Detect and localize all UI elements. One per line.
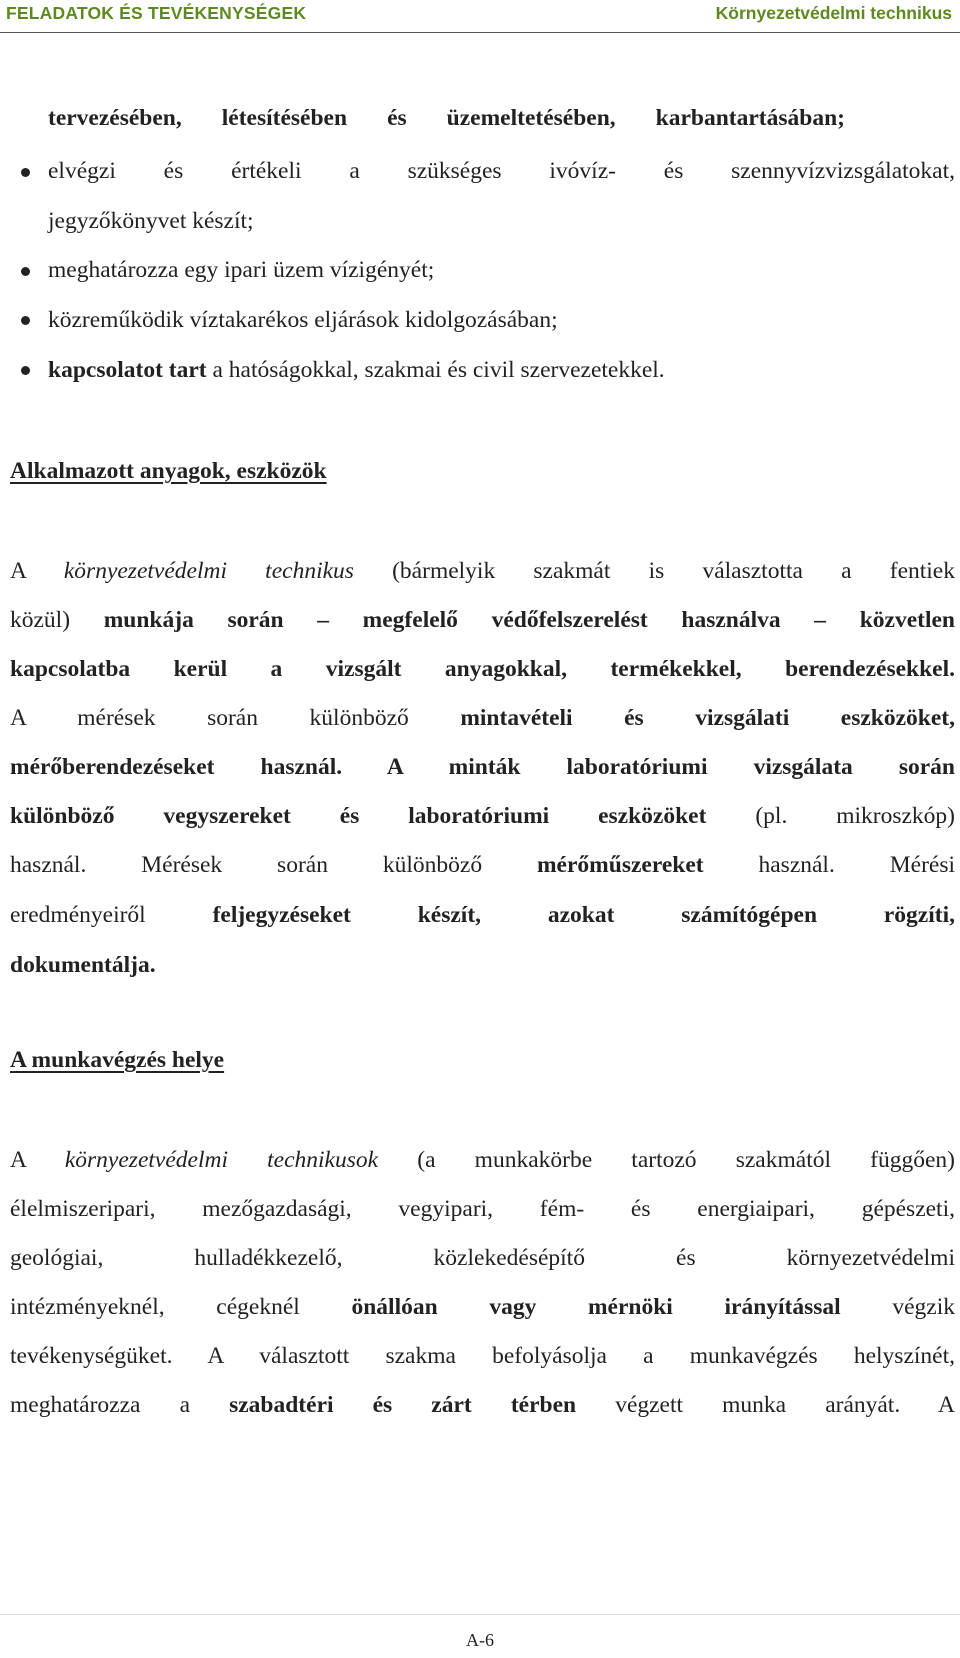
page-number: A-6 bbox=[466, 1630, 494, 1650]
list-continuation: tervezésében, létesítésében és üzemeltetésében, karbantartásában; bbox=[48, 105, 845, 131]
paragraph-line: eredményeiről feljegyzéseket készít, azokat számítógépen rögzíti, bbox=[10, 902, 955, 928]
section-heading-materials: Alkalmazott anyagok, eszközök bbox=[10, 458, 327, 484]
paragraph-line: geológiai, hulladékkezelő, közlekedésépítő és környezetvédelmi bbox=[10, 1245, 955, 1271]
paragraph-line: A környezetvédelmi technikus (bármelyik szakmát is választotta a fentiek bbox=[10, 558, 955, 584]
paragraph-line: A környezetvédelmi technikusok (a munkakörbe tartozó szakmától függően) bbox=[10, 1147, 955, 1173]
paragraph-line: meghatározza a szabadtéri és zárt térben végzett munka arányát. A bbox=[10, 1392, 955, 1418]
list-item-1-line-2: jegyzőkönyvet készít; bbox=[48, 208, 254, 234]
list-item-4: kapcsolatot tart a hatóságokkal, szakmai és civil szervezetekkel. bbox=[48, 357, 665, 383]
section-heading-workplace: A munkavégzés helye bbox=[10, 1047, 225, 1073]
header-document-title: Környezetvédelmi technikus bbox=[715, 3, 952, 23]
paragraph-line: élelmiszeripari, mezőgazdasági, vegyipari, fém- és energiaipari, gépészeti, bbox=[10, 1196, 955, 1222]
page-header bbox=[0, 0, 960, 33]
bullet-icon bbox=[21, 267, 30, 276]
list-item-2: meghatározza egy ipari üzem vízigényét; bbox=[48, 257, 435, 283]
bullet-icon bbox=[21, 316, 30, 325]
paragraph-line: kapcsolatba kerül a vizsgált anyagokkal, termékekkel, berendezésekkel. bbox=[10, 656, 955, 682]
bullet-icon bbox=[21, 366, 30, 375]
footer-divider bbox=[0, 1614, 960, 1615]
paragraph-line: különböző vegyszereket és laboratóriumi eszközöket (pl. mikroszkóp) bbox=[10, 803, 955, 829]
paragraph-line: A mérések során különböző mintavételi és vizsgálati eszközöket, bbox=[10, 705, 956, 731]
paragraph-line: intézményeknél, cégeknél önállóan vagy mérnöki irányítással végzik bbox=[10, 1294, 955, 1320]
paragraph-line: használ. Mérések során különböző mérőműszereket használ. Mérési bbox=[10, 852, 955, 878]
bullet-icon bbox=[21, 168, 30, 177]
list-item-1-line-1: elvégzi és értékeli a szükséges ivóvíz- és szennyvízvizsgálatokat, bbox=[48, 158, 955, 184]
paragraph-line: közül) munkája során – megfelelő védőfelszerelést használva – közvetlen bbox=[10, 607, 955, 633]
header-section-title: FELADATOK ÉS TEVÉKENYSÉGEK bbox=[6, 3, 307, 23]
list-item-3: közreműködik víztakarékos eljárások kidolgozásában; bbox=[48, 307, 558, 333]
paragraph-line: tevékenységüket. A választott szakma befolyásolja a munkavégzés helyszínét, bbox=[10, 1343, 955, 1369]
paragraph-line: mérőberendezéseket használ. A minták laboratóriumi vizsgálata során bbox=[10, 754, 955, 780]
paragraph-line: dokumentálja. bbox=[10, 952, 156, 978]
